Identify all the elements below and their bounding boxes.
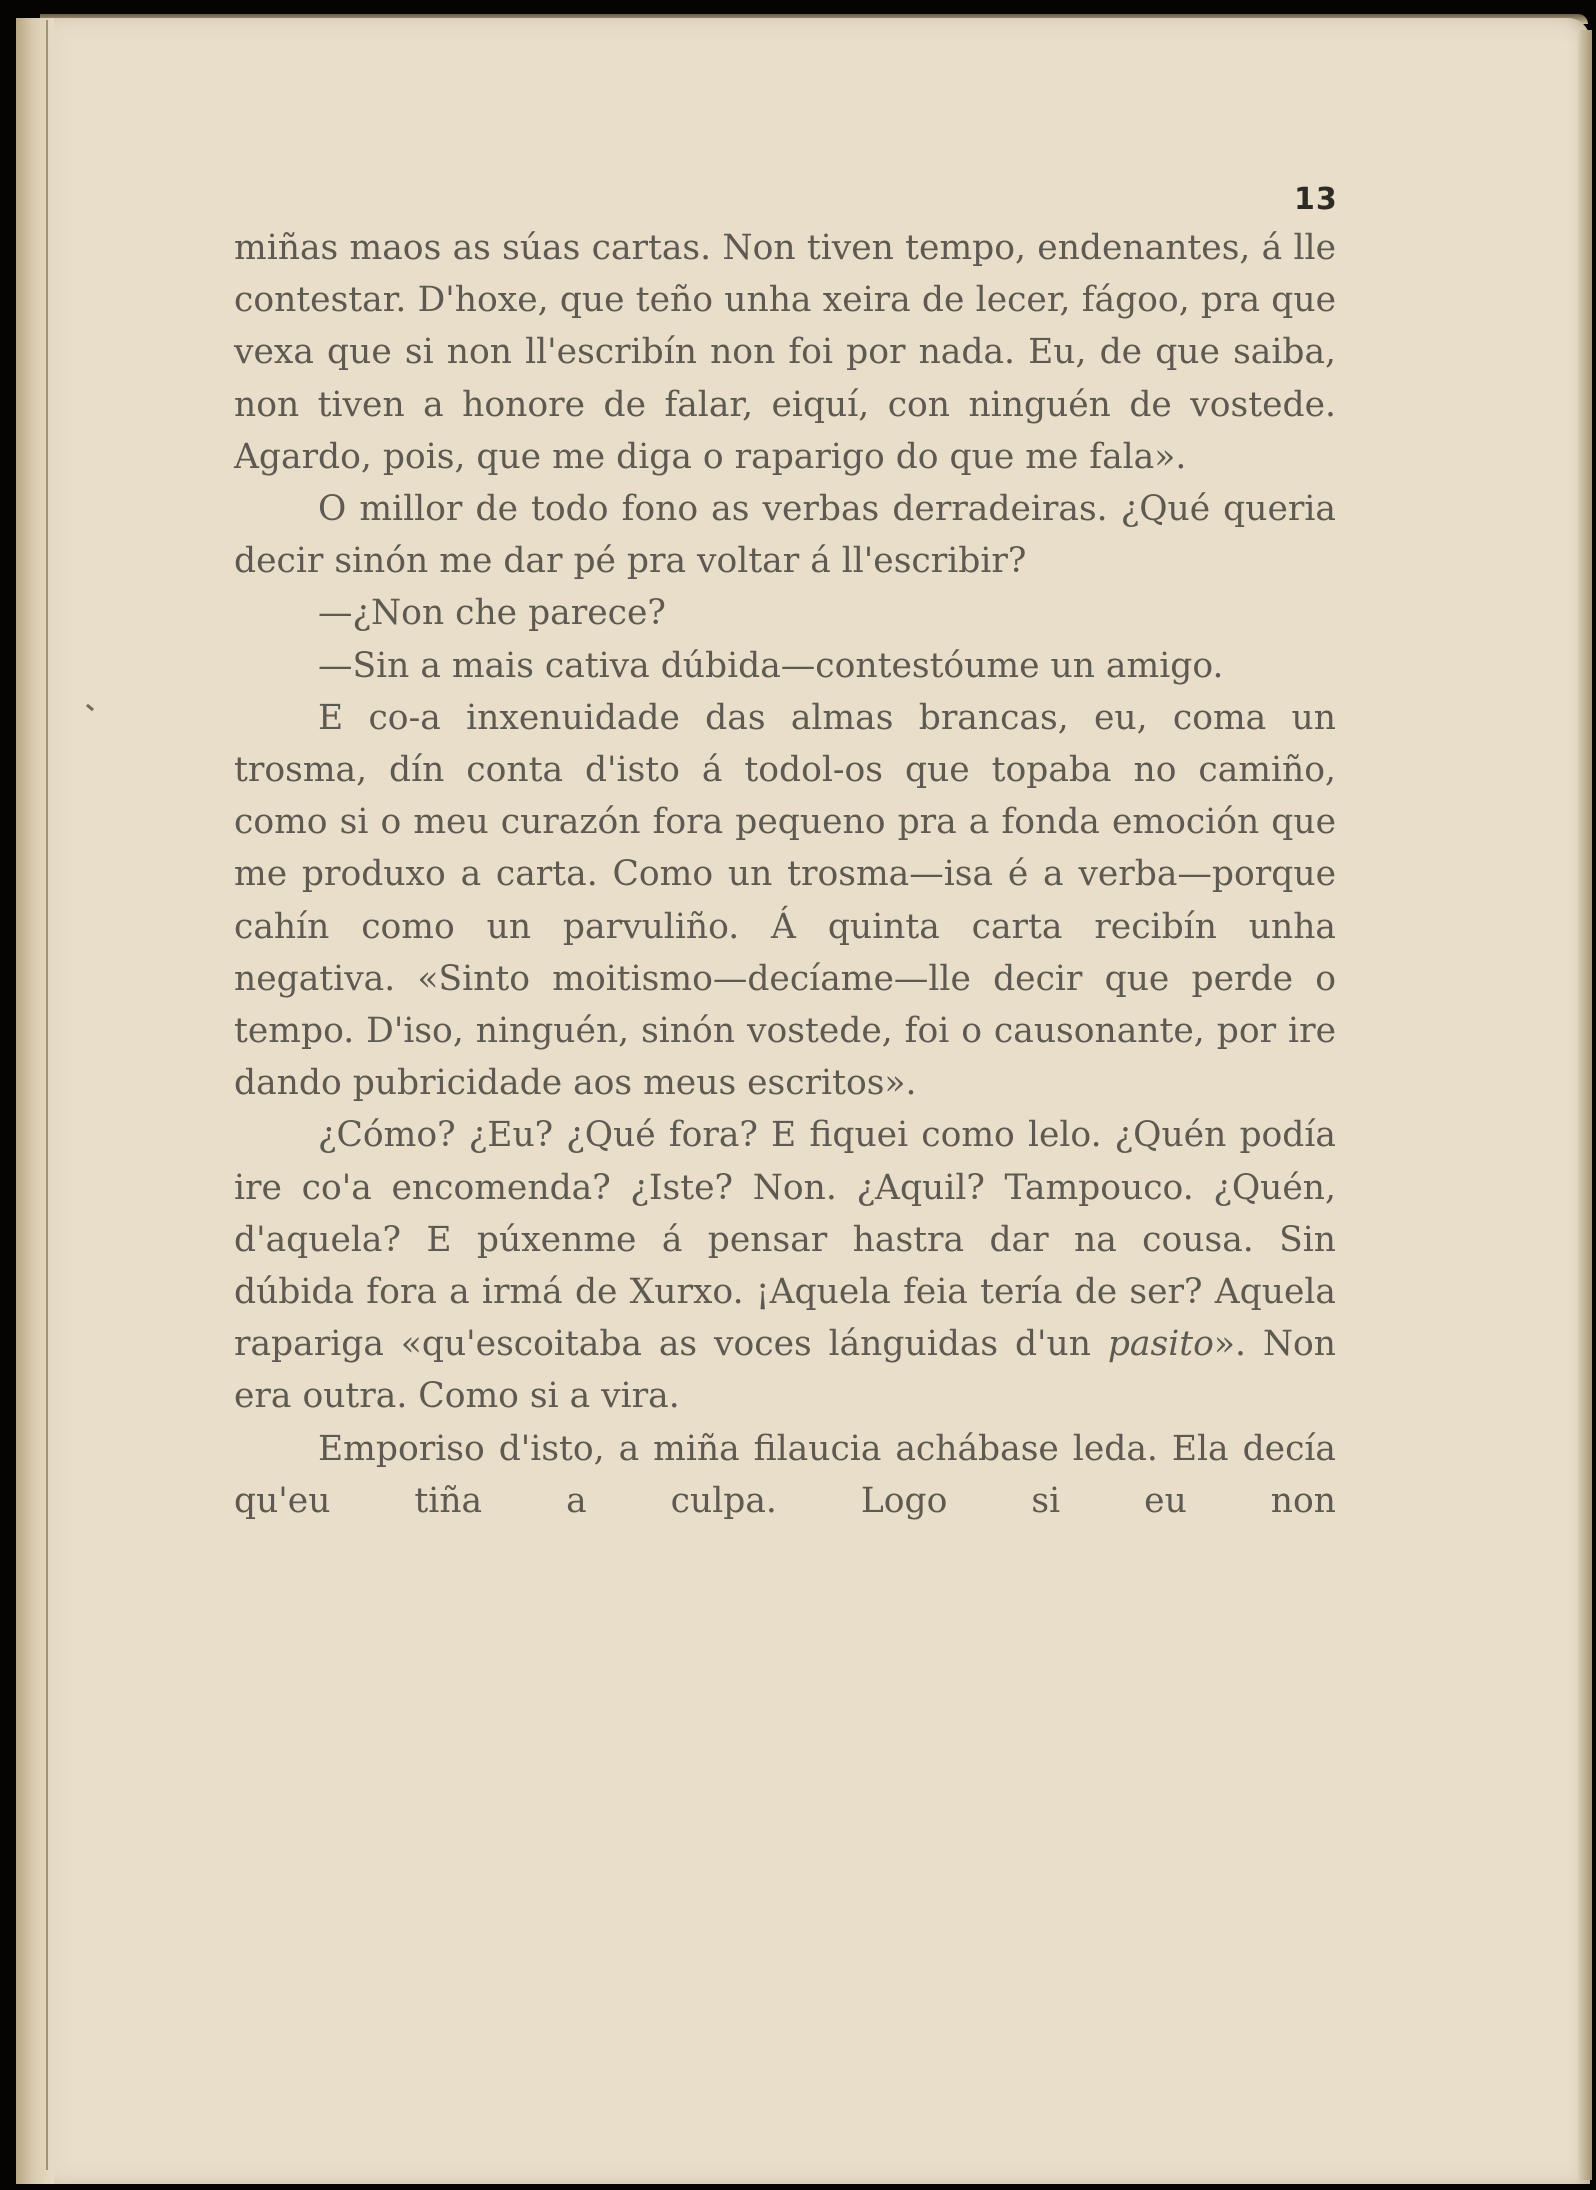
paragraph-1: miñas maos as súas cartas. Non tiven tempo, endenantes, á lle contestar. D'hoxe, que teño unha xeira de lecer, fágoo, pra que vexa que si non ll'escribín non foi por nada. Eu, de que saiba, non tiven a honore de falar, eiquí, con ninguén de vostede. Agardo, pois, que me diga o raparigo do que me fala». [234, 228, 1336, 477]
paragraph-5: E co-a inxenuidade das almas brancas, eu, coma un trosma, dín conta d'isto á todol-os que topaba no camiño, como si o meu curazón fora pequeno pra a fonda emoción que me produxo a carta. Como un trosma—isa é a verba—porque cahín como un parvuliño. Á quinta carta recibín unha negativa. «Sinto moitismo—decíame—lle decir que perde o tempo. D'iso, ninguén, sinón vostede, foi o causonante, por ire dando pubricidade aos meus escritos». [234, 697, 1336, 1104]
page-gutter [16, 18, 54, 2184]
paragraph-2: O millor de todo fono as verbas derradeiras. ¿Qué queria decir sinón me dar pé pra voltar á ll'escribir? [234, 489, 1336, 582]
paragraph-4: —Sin a mais cativa dúbida—contestóume un amigo. [318, 645, 1224, 686]
page-stack-right-edge [1578, 30, 1592, 2180]
italic-word: pasito [1107, 1324, 1214, 1365]
body-text [234, 222, 1336, 1527]
paragraph-3: —¿Non che parece? [318, 593, 666, 634]
spine-line [46, 20, 48, 2170]
paragraph-6-text: ¿Cómo? ¿Eu? ¿Qué fora? E fiquei como lelo. ¿Quén podía ire co'a encomenda? ¿Iste? Non. ¿Aquil? Tampouco. ¿Quén, d'aquela? E púxenme á pensar hastra dar na cousa. Sin dúbida fora a irmá de Xurxo. ¡Aquela feia tería de ser? Aquela rapariga «qu'escoitaba as voces lánguidas d'un [234, 1115, 1336, 1365]
page-number: 13 [1294, 182, 1338, 217]
paragraph-6 [234, 1109, 1336, 1422]
paragraph-6-end: ». Non era outra. Como si a vira. [234, 1324, 1336, 1417]
paragraph-7: Emporiso d'isto, a miña filaucia achábase leda. Ela decía qu'eu tiña a culpa. Logo si eu non [234, 1428, 1336, 1521]
